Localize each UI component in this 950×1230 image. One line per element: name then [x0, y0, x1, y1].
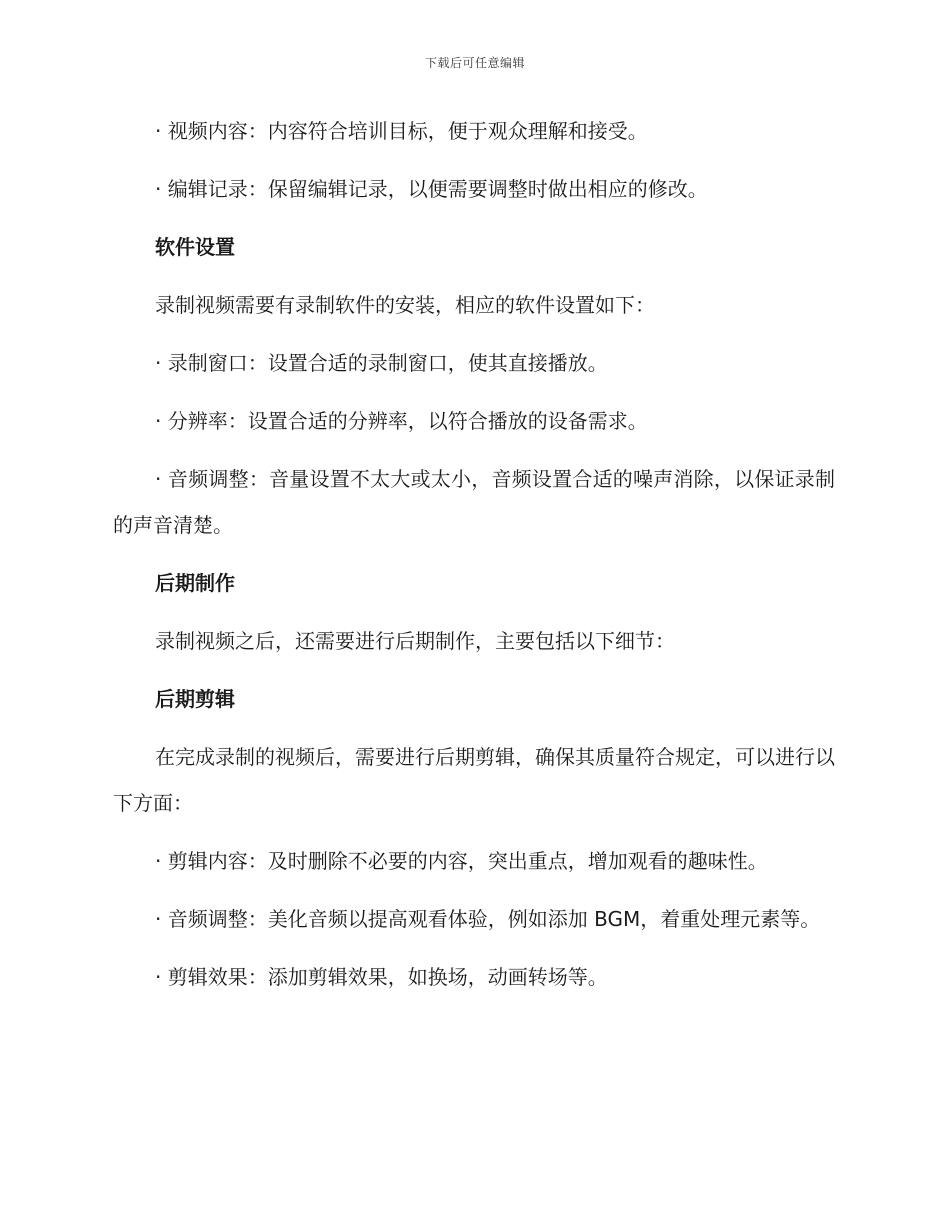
bullet-video-content: · 视频内容：内容符合培训目标，便于观众理解和接受。	[155, 119, 648, 143]
bullet-audio-adjust: · 音频调整：音量设置不太大或太小，音频设置合适的噪声消除，以保证录制的声音清楚。	[113, 467, 835, 537]
bullet-edit-record: · 编辑记录：保留编辑记录，以便需要调整时做出相应的修改。	[155, 177, 708, 201]
heading-post-production: 后期制作	[155, 571, 235, 595]
heading-software-settings: 软件设置	[155, 235, 235, 259]
header-note: 下载后可任意编辑	[424, 56, 525, 70]
bullet-edit-content: · 剪辑内容：及时删除不必要的内容，突出重点，增加观看的趣味性。	[155, 849, 768, 873]
paragraph-post-editing-intro: 在完成录制的视频后，需要进行后期剪辑，确保其质量符合规定，可以进行以下方面：	[113, 745, 835, 815]
paragraph-software-intro: 录制视频需要有录制软件的安装，相应的软件设置如下：	[155, 293, 655, 317]
bullet-record-window: · 录制窗口：设置合适的录制窗口，使其直接播放。	[155, 351, 608, 375]
bullet-audio-beautify: · 音频调整：美化音频以提高观看体验，例如添加 BGM，着重处理元素等。	[155, 907, 821, 931]
heading-post-editing: 后期剪辑	[155, 687, 235, 711]
bullet-edit-effects: · 剪辑效果：添加剪辑效果，如换场，动画转场等。	[155, 965, 608, 989]
bullet-resolution: · 分辨率：设置合适的分辨率，以符合播放的设备需求。	[155, 409, 648, 433]
document-body	[113, 108, 835, 1012]
paragraph-post-production-intro: 录制视频之后，还需要进行后期制作，主要包括以下细节：	[155, 629, 675, 653]
